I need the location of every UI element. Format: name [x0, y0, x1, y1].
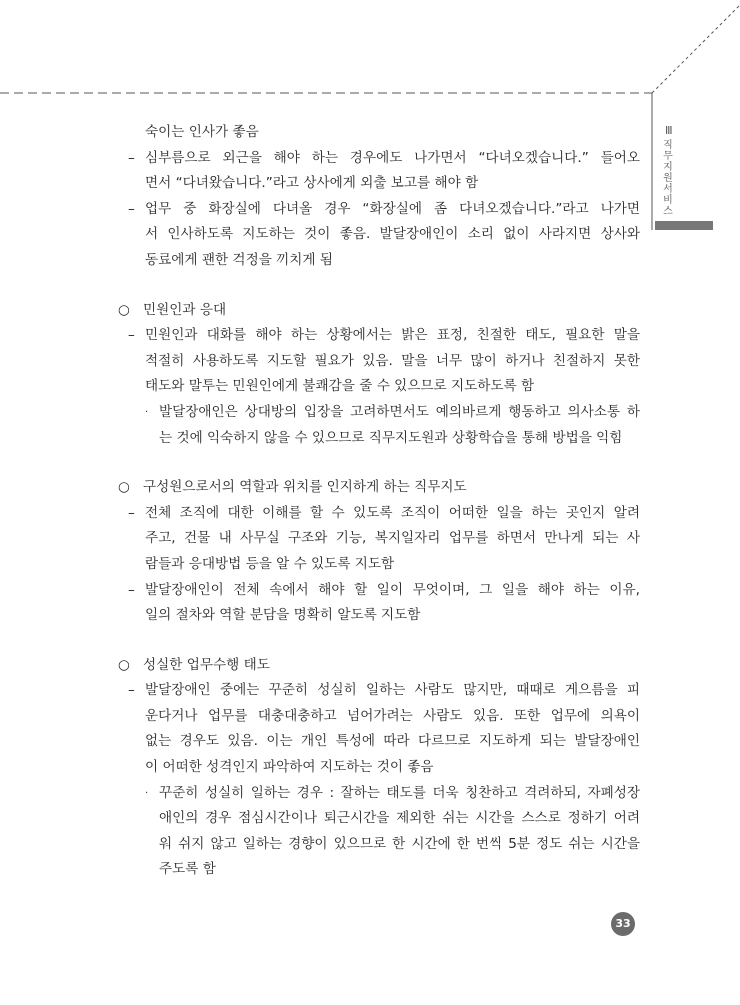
- list-item: – 발달장애인이 전체 속에서 해야 할 일이 무엇이며, 그 일을 해야 하는 이유,: [128, 581, 640, 598]
- text-line: 일의 절차와 역할 분담을 명확히 알도록 지도함: [145, 607, 421, 624]
- sub-list-item: · 발달장애인은 상대방의 입장을 고려하면서도 예의바르게 행동하고 의사소통 하: [145, 403, 640, 420]
- body-text: [118, 120, 640, 883]
- text-line: 숙이는 인사가 좋음: [145, 124, 259, 140]
- section-heading: ○ 민원인과 응대: [118, 301, 227, 318]
- text-line: 태도와 말투는 민원인에게 불쾌감을 줄 수 있으므로 지도하도록 함: [145, 378, 535, 395]
- list-item: – 민원인과 대화를 해야 하는 상황에서는 밝은 표정, 친절한 태도, 필요한 말을: [128, 327, 640, 344]
- text-line: 면서 “다녀왔습니다.”라고 상사에게 외출 보고를 해야 함: [145, 175, 479, 192]
- list-item: – 전체 조직에 대한 이해를 할 수 있도록 조직이 어떠한 일을 하는 곳인지 알려: [128, 504, 640, 521]
- sub-list-item: · 꾸준히 성실히 일하는 경우 : 잘하는 태도를 더욱 칭찬하고 격려하되, 자폐성장: [145, 784, 640, 801]
- text-line: 는 것에 익숙하지 않을 수 있으므로 직무지도원과 상황학습을 통해 방법을 익힘: [159, 429, 623, 446]
- section-title-vertical: 직무지원서비스: [663, 140, 673, 217]
- section-number: Ⅲ: [665, 124, 673, 137]
- page-number-badge: 33: [611, 912, 635, 936]
- text-line: 람들과 응대방법 등을 알 수 있도록 지도함: [145, 555, 395, 572]
- text-line: 이 어떠한 성격인지 파악하여 지도하는 것이 좋음: [145, 759, 434, 776]
- list-item: – 업무 중 화장실에 다녀올 경우 “화장실에 좀 다녀오겠습니다.”라고 나가면: [128, 200, 640, 217]
- text-line: 워 쉬지 않고 일하는 경향이 있으므로 한 시간에 한 번씩 5분 정도 쉬는 시간을: [159, 835, 640, 852]
- text-line: 애인의 경우 점심시간이나 퇴근시간을 제외한 쉬는 시간을 스스로 정하기 어려: [159, 810, 640, 827]
- section-tab-bar: [655, 221, 713, 230]
- text-line: 없는 경우도 있음. 이는 개인 특성에 따라 다르므로 지도하게 되는 발달장애인: [145, 733, 640, 750]
- text-line: 동료에게 괜한 걱정을 끼치게 됨: [145, 251, 333, 268]
- section-heading: ○ 성실한 업무수행 태도: [118, 656, 270, 673]
- text-line: 주고, 건물 내 사무실 구조와 기능, 복지일자리 업무를 하면서 만나게 되는 사: [145, 530, 640, 547]
- list-item: – 발달장애인 중에는 꾸준히 성실히 일하는 사람도 많지만, 때때로 게으름을 피: [128, 682, 640, 699]
- section-heading: ○ 구성원으로서의 역할과 위치를 인지하게 하는 직무지도: [118, 479, 467, 496]
- corner-fold-diagonal: [652, 5, 740, 93]
- text-line: 적절히 사용하도록 지도할 필요가 있음. 말을 너무 많이 하거나 친절하지 못한: [145, 352, 640, 369]
- text-line: 서 인사하도록 지도하는 것이 좋음. 발달장애인이 소리 없이 사라지면 상사와: [145, 226, 640, 243]
- text-line: 운다거나 업무를 대충대충하고 넘어가려는 사람도 있음. 또한 업무에 의욕이: [145, 707, 640, 724]
- text-line: 주도록 함: [159, 861, 216, 878]
- list-item: – 심부름으로 외근을 해야 하는 경우에도 나가면서 “다녀오겠습니다.” 들어오: [128, 149, 640, 166]
